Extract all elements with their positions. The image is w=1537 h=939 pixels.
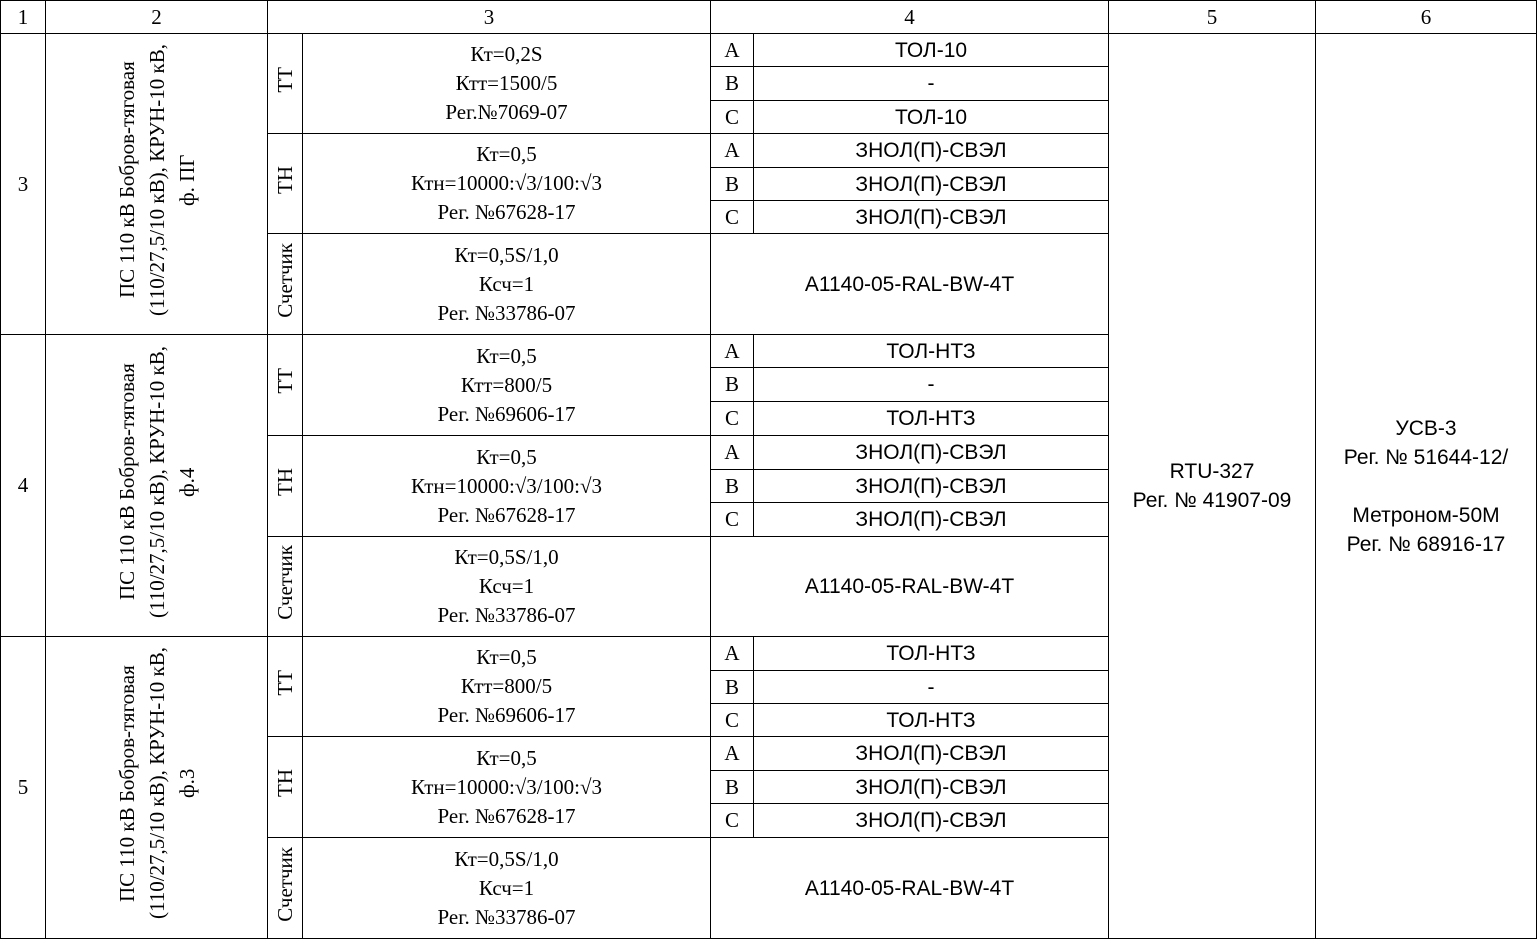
time-sync-line: Метроном-50М	[1352, 503, 1500, 527]
tt-params	[303, 335, 711, 436]
column-header-2: 2	[46, 1, 268, 34]
phase-device-type: ТОЛ-10	[754, 34, 1109, 67]
meter-label-cell	[268, 537, 303, 637]
phase-device-type: ТОЛ-НТЗ	[754, 335, 1109, 368]
phase-letter: B	[711, 368, 754, 402]
phase-letter: C	[711, 201, 754, 234]
time-sync-line: Рег. № 68916-17	[1346, 532, 1506, 556]
tn-param-line: Ктн=10000:√3/100:√3	[410, 171, 603, 195]
phase-device-type: ЗНОЛ(П)-СВЭЛ	[754, 503, 1109, 537]
phase-letter: A	[711, 637, 754, 671]
column-header-4: 4	[711, 1, 1109, 34]
phase-letter: C	[711, 101, 754, 134]
phase-letter: B	[711, 771, 754, 804]
phase-device-type: ЗНОЛ(П)-СВЭЛ	[754, 804, 1109, 838]
table-row	[1, 34, 1537, 67]
meter-label: Счетчик	[272, 545, 297, 620]
phase-device-type: ТОЛ-НТЗ	[754, 637, 1109, 671]
phase-letter: C	[711, 503, 754, 537]
tn-label-cell	[268, 737, 303, 838]
tn-label: ТН	[272, 468, 297, 496]
meter-label: Счетчик	[272, 846, 297, 922]
tn-params	[303, 436, 711, 537]
row-number: 5	[1, 637, 46, 939]
tn-param-line: Ктн=10000:√3/100:√3	[410, 774, 603, 799]
meter-param-line: Рег. №33786-07	[437, 300, 576, 325]
phase-device-type: ЗНОЛ(П)-СВЭЛ	[754, 737, 1109, 771]
phase-device-type: ЗНОЛ(П)-СВЭЛ	[754, 201, 1109, 234]
tt-param-line: Ктт=800/5	[460, 372, 553, 397]
rtu-line: Рег. № 41907-09	[1132, 489, 1292, 512]
phase-device-type: -	[754, 368, 1109, 402]
phase-letter: A	[711, 335, 754, 368]
column-header-6: 6	[1316, 1, 1537, 34]
phase-letter: C	[711, 804, 754, 838]
meter-label-cell	[268, 234, 303, 335]
meter-type: А1140-05-RAL-BW-4T	[711, 234, 1109, 335]
phase-letter: A	[711, 737, 754, 771]
meter-type: А1140-05-RAL-BW-4T	[711, 838, 1109, 939]
rtu-cell	[1109, 34, 1316, 939]
phase-letter: A	[711, 34, 754, 67]
tt-label: ТТ	[272, 669, 297, 696]
connection-name-cell	[46, 637, 268, 939]
tt-param-line: Рег. №69606-17	[437, 703, 576, 727]
time-sync-line: Рег. № 51644-12/	[1343, 445, 1509, 469]
tn-param-line: Ктн=10000:√3/100:√3	[410, 473, 603, 498]
meter-label-cell	[268, 838, 303, 939]
meter-params	[303, 838, 711, 939]
tn-params	[303, 737, 711, 838]
tt-param-line: Ктт=1500/5	[455, 71, 558, 95]
tt-param-line: Рег.№7069-07	[445, 100, 568, 124]
phase-device-type: ЗНОЛ(П)-СВЭЛ	[754, 771, 1109, 804]
phase-device-type: ТОЛ-10	[754, 101, 1109, 134]
rtu-line: RTU-327	[1169, 460, 1255, 483]
meter-param-line: Ксч=1	[478, 271, 535, 296]
tn-label: ТН	[272, 769, 297, 797]
tt-params	[303, 34, 711, 134]
connection-name-cell	[46, 335, 268, 637]
tn-param-line: Кт=0,5	[476, 444, 537, 469]
tt-label-cell	[268, 34, 303, 134]
phase-device-type: -	[754, 671, 1109, 704]
meter-type: А1140-05-RAL-BW-4T	[711, 537, 1109, 637]
phase-letter: B	[711, 67, 754, 101]
meter-param-line: Ксч=1	[478, 574, 535, 598]
meter-param-line: Кт=0,5S/1,0	[454, 846, 559, 871]
tt-params	[303, 637, 711, 737]
connection-name: ПС 110 кВ Бобров-тяговая (110/27,5/10 кВ), КРУН-10 кВ, ф.4	[114, 345, 199, 618]
meter-param-line: Кт=0,5S/1,0	[454, 545, 559, 569]
tt-label-cell	[268, 637, 303, 737]
phase-device-type: ЗНОЛ(П)-СВЭЛ	[754, 436, 1109, 470]
time-sync-line	[1316, 472, 1536, 501]
phase-letter: A	[711, 436, 754, 470]
phase-device-type: -	[754, 67, 1109, 101]
tt-param-line: Кт=0,2S	[470, 42, 543, 66]
phase-letter: C	[711, 402, 754, 436]
phase-device-type: ТОЛ-НТЗ	[754, 402, 1109, 436]
connection-name: ПС 110 кВ Бобров-тяговая (110/27,5/10 кВ), КРУН-10 кВ, ф. ПГ	[114, 44, 199, 316]
phase-letter: B	[711, 168, 754, 201]
tn-label: ТН	[272, 165, 297, 194]
tn-params	[303, 134, 711, 234]
tn-label-cell	[268, 436, 303, 537]
phase-letter: C	[711, 704, 754, 737]
row-number: 3	[1, 34, 46, 335]
tn-param-line: Кт=0,5	[476, 745, 537, 770]
tt-param-line: Рег. №69606-17	[437, 401, 576, 426]
phase-letter: B	[711, 470, 754, 503]
tn-label-cell	[268, 134, 303, 234]
column-header-5: 5	[1109, 1, 1316, 34]
row-number: 4	[1, 335, 46, 637]
tn-param-line: Кт=0,5	[476, 142, 537, 166]
tt-param-line: Ктт=800/5	[460, 674, 553, 698]
connection-name-cell	[46, 34, 268, 335]
tn-param-line: Рег. №67628-17	[437, 200, 576, 224]
time-sync-line: УСВ-3	[1395, 416, 1457, 440]
tt-label: ТТ	[272, 368, 297, 394]
meter-param-line: Рег. №33786-07	[437, 904, 576, 929]
phase-device-type: ЗНОЛ(П)-СВЭЛ	[754, 470, 1109, 503]
tt-label-cell	[268, 335, 303, 436]
tn-param-line: Рег. №67628-17	[437, 803, 576, 828]
tt-param-line: Кт=0,5	[476, 343, 537, 368]
time-sync-cell	[1316, 34, 1537, 939]
phase-device-type: ТОЛ-НТЗ	[754, 704, 1109, 737]
phase-device-type: ЗНОЛ(П)-СВЭЛ	[754, 168, 1109, 201]
phase-device-type: ЗНОЛ(П)-СВЭЛ	[754, 134, 1109, 168]
meter-param-line: Рег. №33786-07	[437, 603, 576, 627]
tt-label: ТТ	[272, 66, 297, 93]
column-header-1: 1	[1, 1, 46, 34]
tt-param-line: Кт=0,5	[476, 645, 537, 669]
phase-letter: A	[711, 134, 754, 168]
meter-params	[303, 537, 711, 637]
meter-params	[303, 234, 711, 335]
meter-param-line: Ксч=1	[478, 875, 535, 900]
connection-name: ПС 110 кВ Бобров-тяговая (110/27,5/10 кВ), КРУН-10 кВ, ф.3	[114, 647, 199, 920]
column-header-3: 3	[268, 1, 711, 34]
phase-letter: B	[711, 671, 754, 704]
meter-label: Счетчик	[272, 242, 297, 318]
meter-param-line: Кт=0,5S/1,0	[454, 242, 559, 267]
header-row	[1, 1, 1537, 34]
tn-param-line: Рег. №67628-17	[437, 502, 576, 527]
